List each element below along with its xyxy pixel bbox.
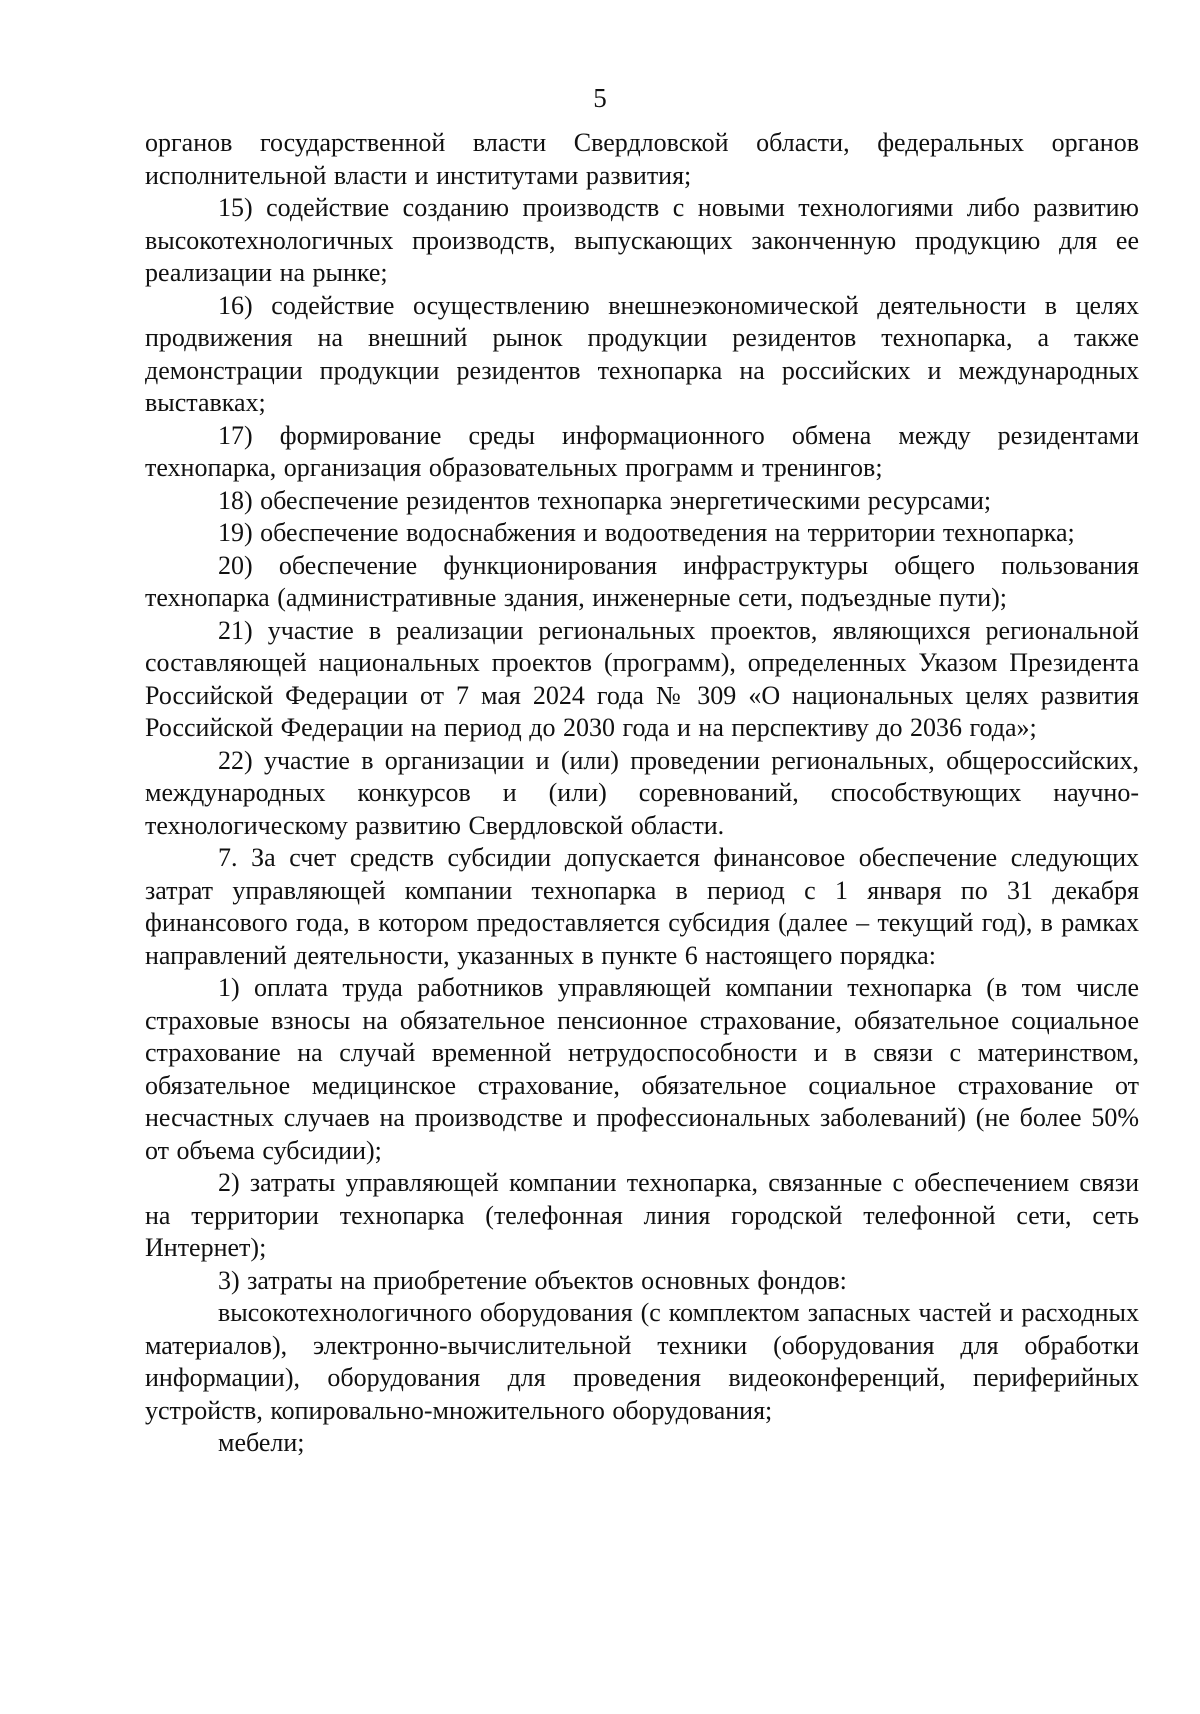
subitem-3-equipment: высокотехнологичного оборудования (с комплектом запасных частей и расходных материалов), электронно-вычислительной техники (оборудования для обработки информации), оборудования для проведения видеоконференций, периферийных устройств, копировально-множительного оборудования; (145, 1298, 1139, 1425)
list-item-22: 22) участие в организации и (или) проведении региональных, общероссийских, международных конкурсов и (или) соревнований, способствующих научно-технологическому развитию Свердловской области. (145, 745, 1139, 840)
subitem-2: 2) затраты управляющей компании технопарка, связанные с обеспечением связи на территории технопарка (телефонная линия городской телефонной сети, сеть Интернет); (145, 1168, 1139, 1262)
page-number: 5 (593, 83, 607, 113)
subitem-3-furniture: мебели; (218, 1428, 305, 1457)
paragraph-continuation: органов государственной власти Свердловской области, федеральных органов исполнительной власти и институтами развития; (145, 128, 1139, 190)
list-item-17: 17) формирование среды информационного обмена между резидентами технопарка, организация образовательных программ и тренингов; (145, 420, 1139, 482)
list-item-20: 20) обеспечение функционирования инфраструктуры общего пользования технопарка (административные здания, инженерные сети, подъездные пути); (145, 550, 1139, 612)
list-item-16: 16) содействие осуществлению внешнеэкономической деятельности в целях продвижения на внешний рынок продукции резидентов технопарка, а также демонстрации продукции резидентов технопарка на российских и международных выставках; (145, 290, 1139, 417)
list-item-19: 19) обеспечение водоснабжения и водоотведения на территории технопарка; (218, 518, 1075, 547)
list-item-18: 18) обеспечение резидентов технопарка энергетическими ресурсами; (218, 485, 992, 515)
list-item-21: 21) участие в реализации региональных проектов, являющихся региональной составляющей национальных проектов (программ), определенных Указом Президента Российской Федерации от 7 мая 2024 года № 309 «О национальных целях развития Российской Федерации на период до 2030 года и на перспективу до 2036 года»; (145, 615, 1139, 742)
document-body (145, 127, 1139, 1460)
subitem-1: 1) оплата труда работников управляющей компании технопарка (в том числе страховые взносы на обязательное пенсионное страхование, обязательное социальное страхование на случай временной нетрудоспособности и в связи с материнством, обязательное медицинское страхование, обязательное социальное страхование от несчастных случаев на производстве и профессиональных заболеваний) (не более 50% от объема субсидии); (145, 973, 1139, 1165)
list-item-15: 15) содействие созданию производств с новыми технологиями либо развитию высокотехнологичных производств, выпускающих законченную продукцию для ее реализации на рынке; (145, 193, 1139, 287)
section-7: 7. За счет средств субсидии допускается финансовое обеспечение следующих затрат управляющей компании технопарка в период с 1 января по 31 декабря финансового года, в котором предоставляется субсидия (далее – текущий год), в рамках направлений деятельности, указанных в пункте 6 настоящего порядка: (145, 843, 1139, 970)
subitem-3: 3) затраты на приобретение объектов основных фондов: (218, 1265, 847, 1295)
